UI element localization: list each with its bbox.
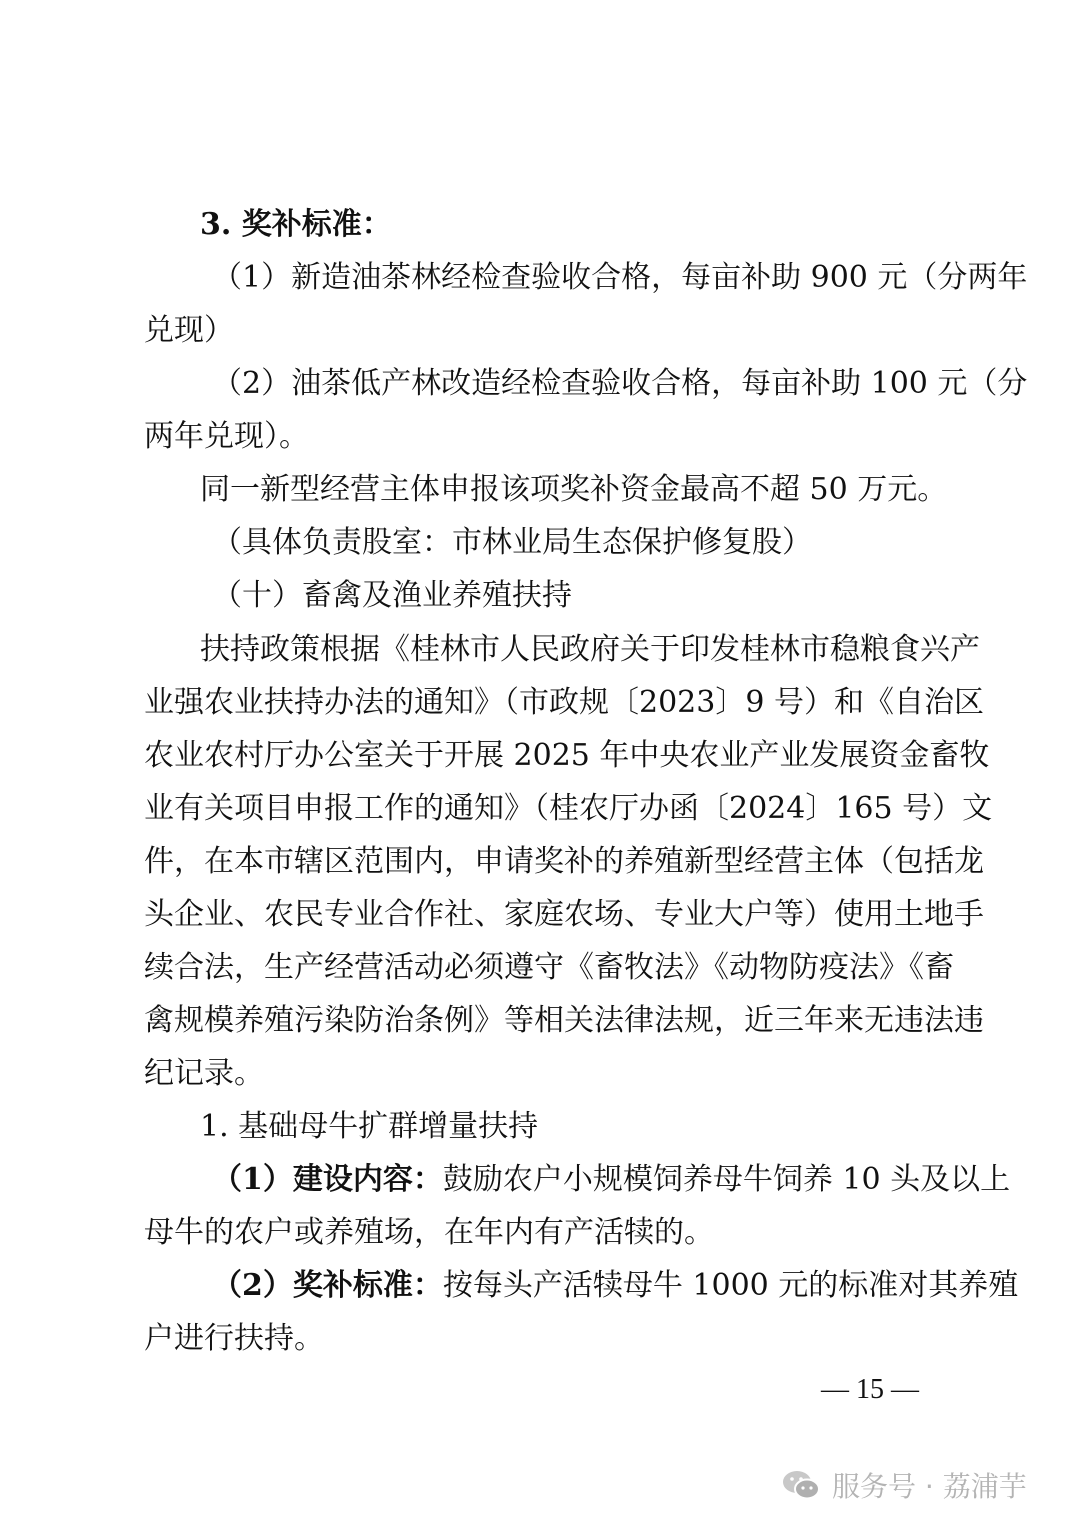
text-line: 农业农村厅办公室关于开展 2025 年中央农业产业发展资金畜牧 (144, 738, 990, 773)
subsection-heading: （十）畜禽及渔业养殖扶持 (212, 578, 572, 613)
page-number: — 15 — (821, 1374, 919, 1405)
item-line (0, 1160, 1080, 1200)
text-line: （2）油茶低产林改造经检查验收合格，每亩补助 100 元（分 (212, 366, 1028, 401)
item-line (0, 1266, 1080, 1306)
text-line: 1. 基础母牛扩群增量扶持 (200, 1109, 539, 1144)
text-line: 件，在本市辖区范围内，申请奖补的养殖新型经营主体（包括龙 (144, 844, 984, 879)
text-line: 户进行扶持。 (144, 1321, 324, 1356)
section-heading: 3. 奖补标准： (200, 207, 392, 242)
item-text: 鼓励农户小规模饲养母牛饲养 10 头及以上 (442, 1162, 1011, 1197)
text-line: 扶持政策根据《桂林市人民政府关于印发桂林市稳粮食兴产 (200, 632, 980, 667)
text-line: （1）新造油茶林经检查验收合格，每亩补助 900 元（分两年 (212, 260, 1028, 295)
text-line: 兑现） (144, 313, 234, 348)
text-line: 续合法，生产经营活动必须遵守《畜牧法》《动物防疫法》《畜 (144, 950, 954, 985)
text-line: 两年兑现）。 (144, 419, 309, 454)
watermark (780, 1460, 1060, 1510)
text-line: 母牛的农户或养殖场，在年内有产活犊的。 (144, 1215, 714, 1250)
text-line: 禽规模养殖污染防治条例》等相关法律法规，近三年来无违法违 (144, 1003, 984, 1038)
item-label: （1）建设内容： (212, 1162, 443, 1197)
text-line: 同一新型经营主体申报该项奖补资金最高不超 50 万元。 (200, 472, 948, 507)
text-line: 业有关项目申报工作的通知》（桂农厅办函〔2024〕165 号）文 (144, 791, 993, 826)
text-line: 业强农业扶持办法的通知》（市政规〔2023〕9 号）和《自治区 (144, 685, 984, 720)
text-line: 头企业、农民专业合作社、家庭农场、专业大户等）使用土地手 (144, 897, 984, 932)
text-line: （具体负责股室：市林业局生态保护修复股） (212, 525, 812, 560)
item-label: （2）奖补标准： (212, 1268, 443, 1303)
wechat-icon (780, 1464, 822, 1506)
item-text: 按每头产活犊母牛 1000 元的标准对其养殖 (442, 1268, 1019, 1303)
watermark-text: 服务号 · 荔浦芋 (832, 1470, 1027, 1503)
text-line: 纪记录。 (144, 1056, 264, 1091)
